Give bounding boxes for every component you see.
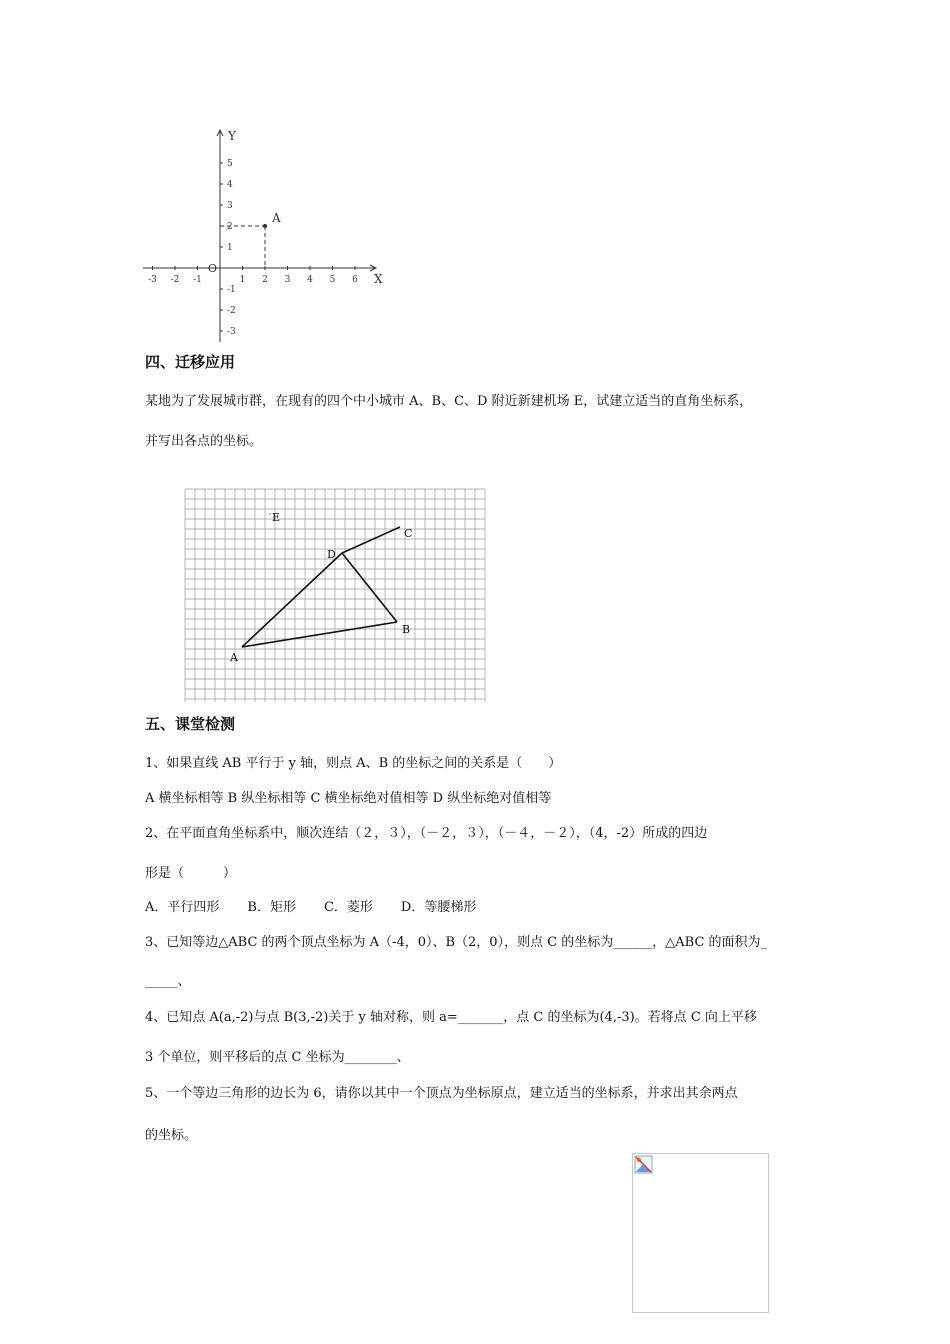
broken-image-icon [634, 1155, 654, 1175]
question-3-line1: 3、已知等边△ABC 的两个顶点坐标为 A（-4，0）、B（2，0），则点 C 的坐标为______，△ABC 的面积为_ [145, 935, 768, 950]
axis-tick-label: 3 [227, 201, 233, 211]
y-axis-label: Y [228, 129, 236, 143]
section4-paragraph-line2: 并写出各点的坐标。 [145, 434, 263, 449]
option-c: C．菱形 [323, 900, 373, 915]
label-d: D [327, 548, 336, 561]
axis-tick-label: 3 [284, 275, 291, 285]
question-1-options: A 横坐标相等 B 纵坐标相等 C 横坐标绝对值相等 D 纵坐标绝对值相等 [145, 791, 552, 806]
axis-tick-label: -3 [148, 275, 157, 285]
axis-tick-label: 2 [227, 222, 233, 232]
axis-tick-label: -2 [227, 306, 236, 316]
axis-tick-label: 4 [307, 275, 313, 285]
grid-figure [180, 484, 490, 706]
section4-paragraph-line1: 某地为了发展城市群，在现有的四个中小城市 A、B、C、D 附近新建机场 E，试建立适当的直角坐标系， [145, 394, 753, 409]
broken-image-placeholder [632, 1153, 769, 1313]
section5-title: 五、课堂检测 [145, 715, 236, 733]
axis-tick-label: -3 [227, 327, 236, 337]
axis-tick-label: -1 [193, 275, 202, 285]
question-2-line2: 形是（ ） [145, 866, 237, 881]
axis-tick-label: 4 [227, 180, 233, 190]
segment-db [342, 553, 397, 622]
question-5-line2: 的坐标。 [145, 1128, 198, 1143]
point-e [269, 513, 271, 515]
label-a: A [230, 651, 238, 664]
label-b: B [402, 623, 411, 636]
axis-tick-label: -2 [170, 275, 180, 285]
origin-label: O [208, 262, 218, 275]
axis-tick-label: 2 [262, 275, 268, 285]
option-d: D．等腰梯形 [400, 900, 477, 915]
axis-tick-label: 6 [352, 275, 358, 285]
axis-tick-label: 5 [329, 275, 336, 285]
option-a: A．平行四形 [145, 900, 220, 915]
question-3-line2: _____、 [145, 974, 191, 989]
x-axis-label: X [374, 272, 383, 286]
coordinate-figure [138, 122, 388, 347]
axis-tick-label: 1 [239, 275, 246, 285]
question-4-line2: 3 个单位，则平移后的点 C 坐标为________、 [145, 1050, 410, 1065]
option-b: B．矩形 [247, 900, 296, 915]
question-4-line1: 4、已知点 A(a,-2)与点 B(3,-2)关于 y 轴对称，则 a=_______，点 C 的坐标为(4,-3)。若将点 C 向上平移 [145, 1010, 757, 1025]
axis-tick-label: 1 [227, 243, 233, 253]
point-a [263, 224, 266, 227]
label-e: E [272, 511, 281, 524]
question-5-line1: 5、一个等边三角形的边长为 6，请你以其中一个顶点为坐标原点，建立适当的坐标系，并求出其余两点 [145, 1086, 738, 1101]
question-2-line1: 2、在平面直角坐标系中，顺次连结（２，３），（－２，３），（－４，－２），（4，-2）所成的四边 [145, 826, 708, 841]
label-c: C [404, 527, 413, 540]
question-2-options [145, 896, 504, 915]
question-1: 1、如果直线 AB 平行于 y 轴，则点 A、B 的坐标之间的关系是（ ） [145, 756, 562, 771]
point-a-label: A [272, 211, 281, 225]
axis-tick-label: 5 [227, 159, 233, 169]
axis-tick-label: -1 [227, 285, 236, 295]
section4-title: 四、迁移应用 [145, 353, 236, 371]
